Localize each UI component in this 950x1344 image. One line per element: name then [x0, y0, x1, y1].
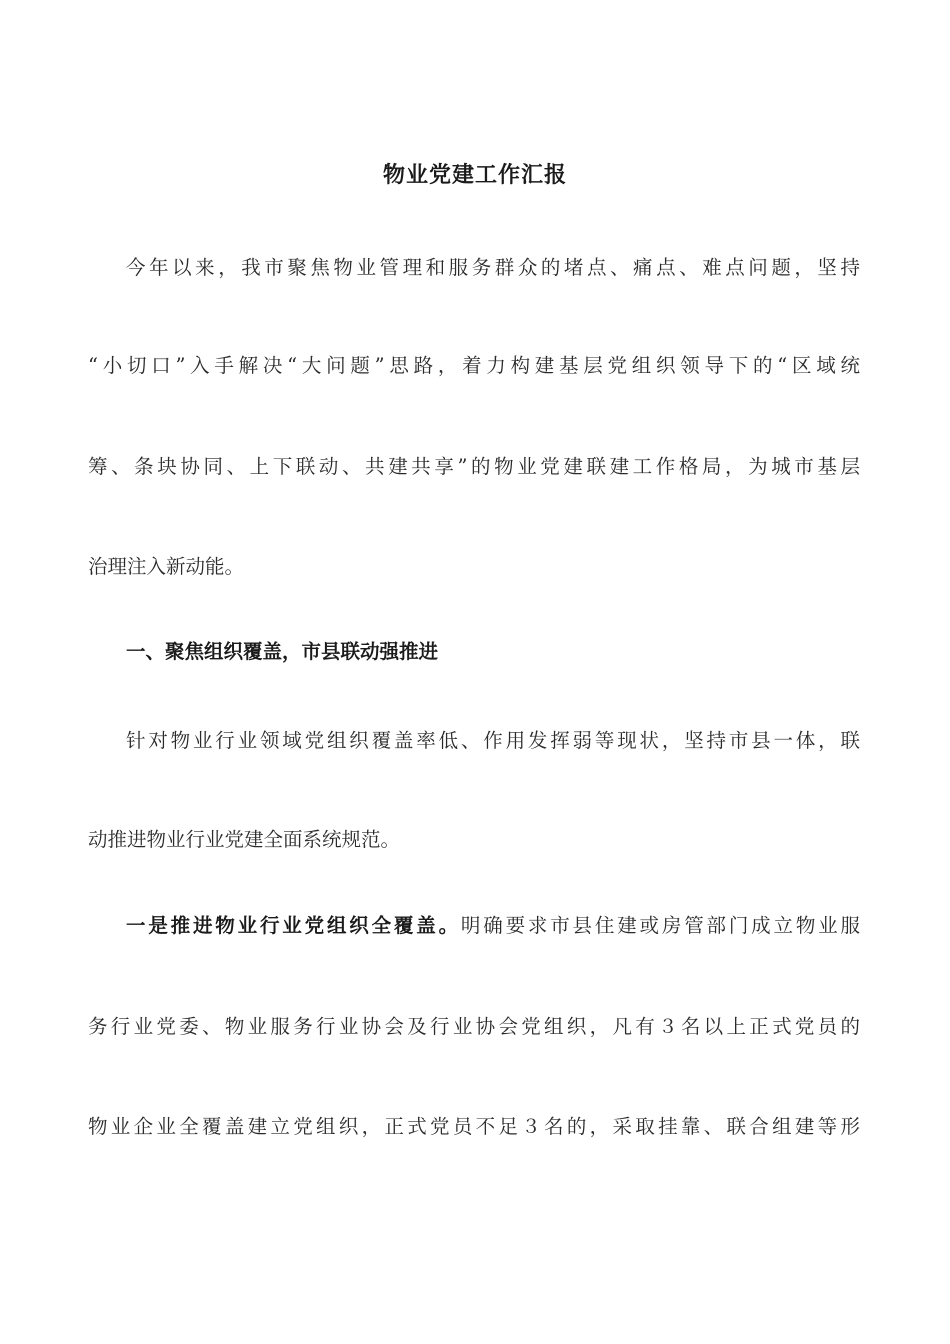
- intro-line-3: 筹、条块协同、上下联动、共建共享”的物业党建联建工作格局，为城市基层: [88, 455, 860, 478]
- item-line-2: 务行业党委、物业服务行业协会及行业协会党组织，凡有３名以上正式党员的: [88, 1015, 860, 1038]
- item-line-3: 物业企业全覆盖建立党组织，正式党员不足３名的，采取挂靠、联合组建等形: [88, 1115, 860, 1138]
- section-para-line-2: 动推进物业行业党建全面系统规范。: [88, 828, 401, 851]
- item-line-1: [126, 912, 860, 940]
- section-para-line-1: 针对物业行业领域党组织覆盖率低、作用发挥弱等现状，坚持市县一体，联: [126, 729, 860, 752]
- section-heading: 一、聚焦组织覆盖，市县联动强推进: [126, 640, 439, 663]
- document-title: 物业党建工作汇报: [382, 162, 567, 188]
- intro-line-2: “小切口”入手解决“大问题”思路，着力构建基层党组织领导下的“区域统: [88, 354, 860, 377]
- intro-line-1: 今年以来，我市聚焦物业管理和服务群众的堵点、痛点、难点问题，坚持: [126, 256, 860, 279]
- item-line-1-rest: 明确要求市县住建或房管部门成立物业服: [460, 914, 860, 937]
- intro-line-4: 治理注入新动能。: [88, 555, 245, 578]
- item-bold-lead: 一是推进物业行业党组织全覆盖。: [126, 914, 461, 937]
